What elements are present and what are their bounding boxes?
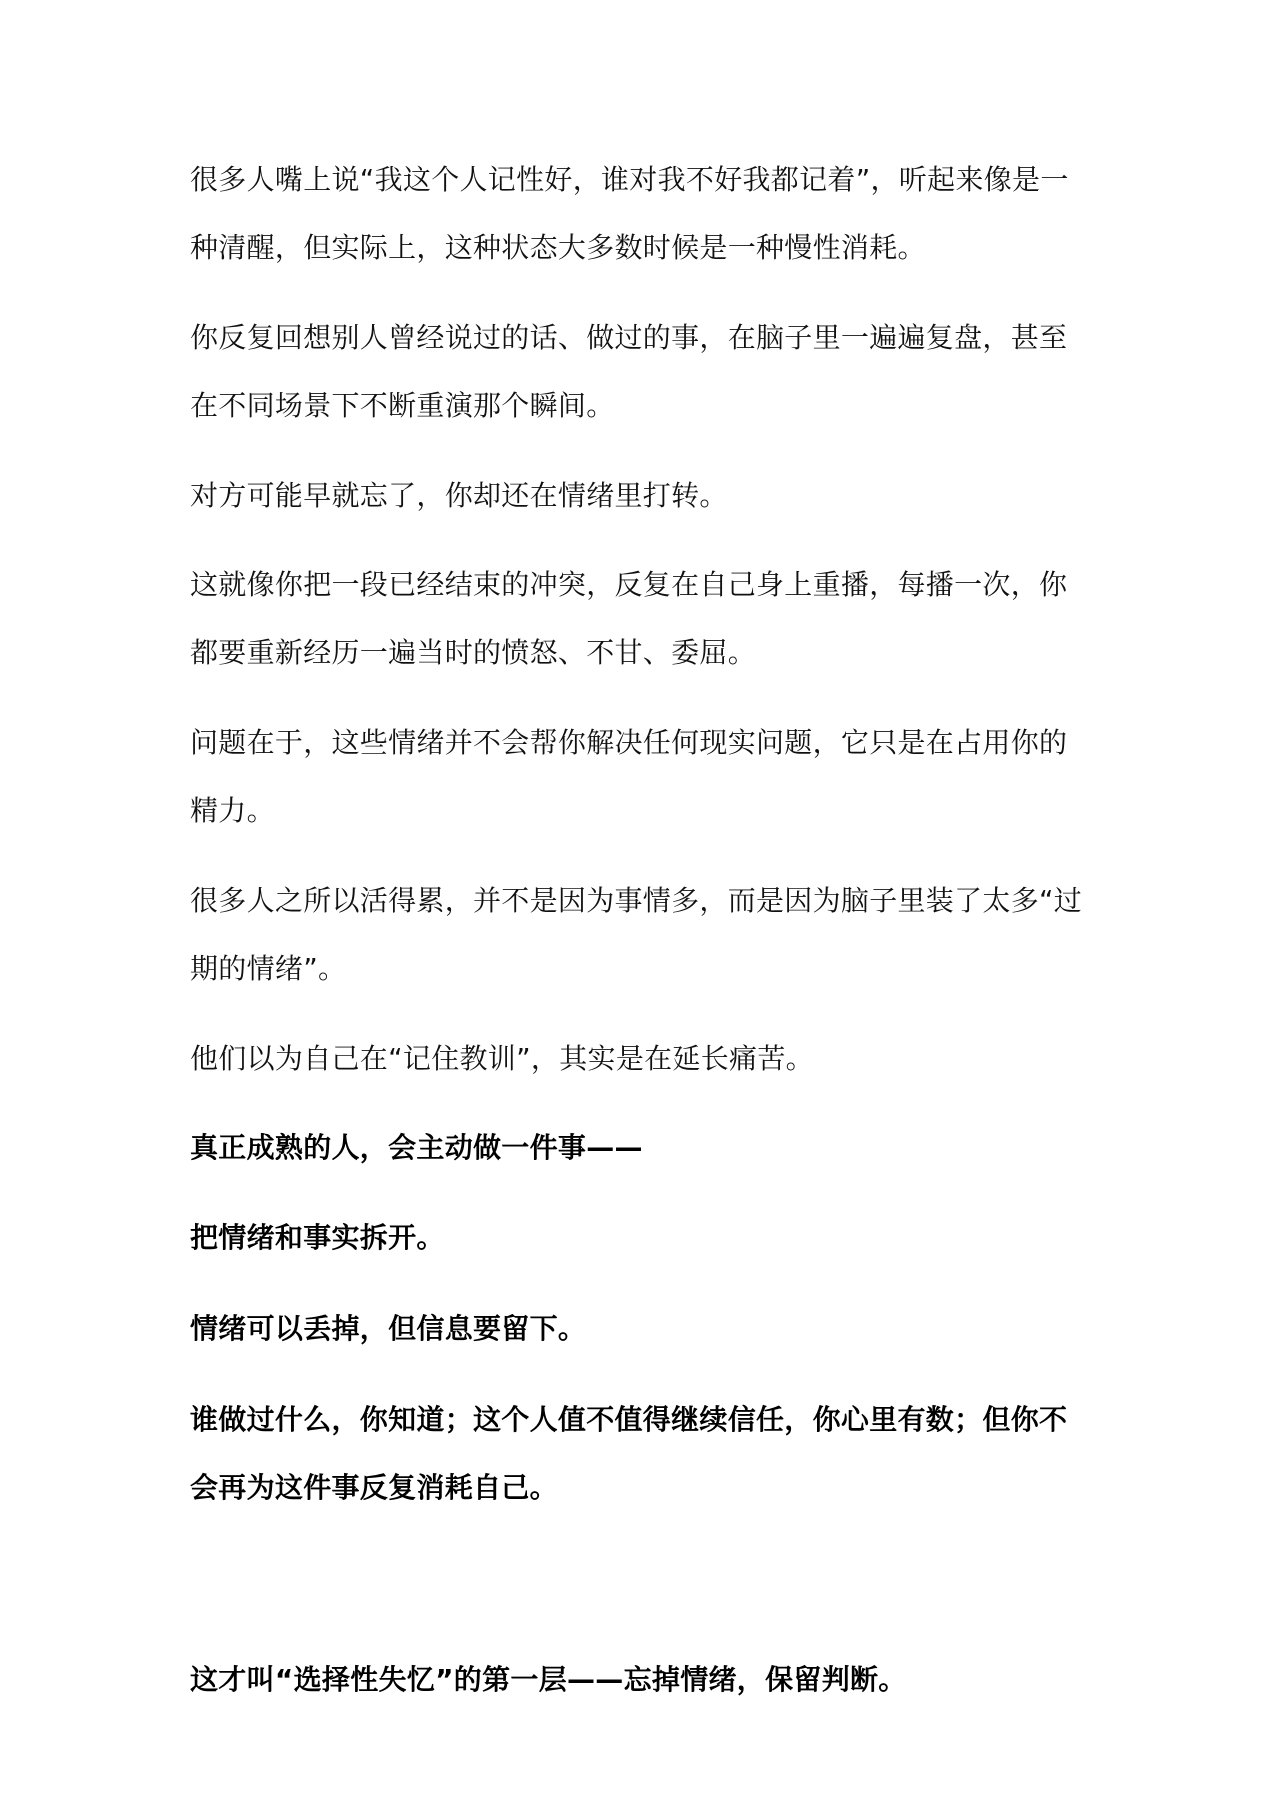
- paragraph-4: 这就像你把一段已经结束的冲突，反复在自己身上重播，每播一次，你都要重新经历一遍当时的愤怒、不甘、委屈。: [190, 568, 1068, 669]
- paragraph-2: 你反复回想别人曾经说过的话、做过的事，在脑子里一遍遍复盘，甚至在不同场景下不断重演那个瞬间。: [190, 321, 1068, 422]
- paragraph-8-bold: 真正成熟的人，会主动做一件事——: [190, 1131, 643, 1164]
- paragraph-10-bold: 情绪可以丢掉，但信息要留下。: [190, 1312, 587, 1345]
- paragraph-9-bold: 把情绪和事实拆开。: [190, 1221, 445, 1254]
- paragraph-12-bold: 这才叫“选择性失忆”的第一层——忘掉情绪，保留判断。: [190, 1663, 907, 1696]
- paragraph-3: 对方可能早就忘了，你却还在情绪里打转。: [190, 479, 728, 512]
- paragraph-11-bold: 谁做过什么，你知道；这个人值不值得继续信任，你心里有数；但你不会再为这件事反复消耗自己。: [190, 1403, 1068, 1504]
- paragraph-7: 他们以为自己在“记住教训”，其实是在延长痛苦。: [190, 1042, 814, 1075]
- paragraph-6: 很多人之所以活得累，并不是因为事情多，而是因为脑子里装了太多“过期的情绪”。: [190, 884, 1083, 985]
- paragraph-5: 问题在于，这些情绪并不会帮你解决任何现实问题，它只是在占用你的精力。: [190, 726, 1068, 827]
- paragraph-1: 很多人嘴上说“我这个人记性好，谁对我不好我都记着”，听起来像是一种清醒，但实际上，这种状态大多数时候是一种慢性消耗。: [190, 163, 1069, 264]
